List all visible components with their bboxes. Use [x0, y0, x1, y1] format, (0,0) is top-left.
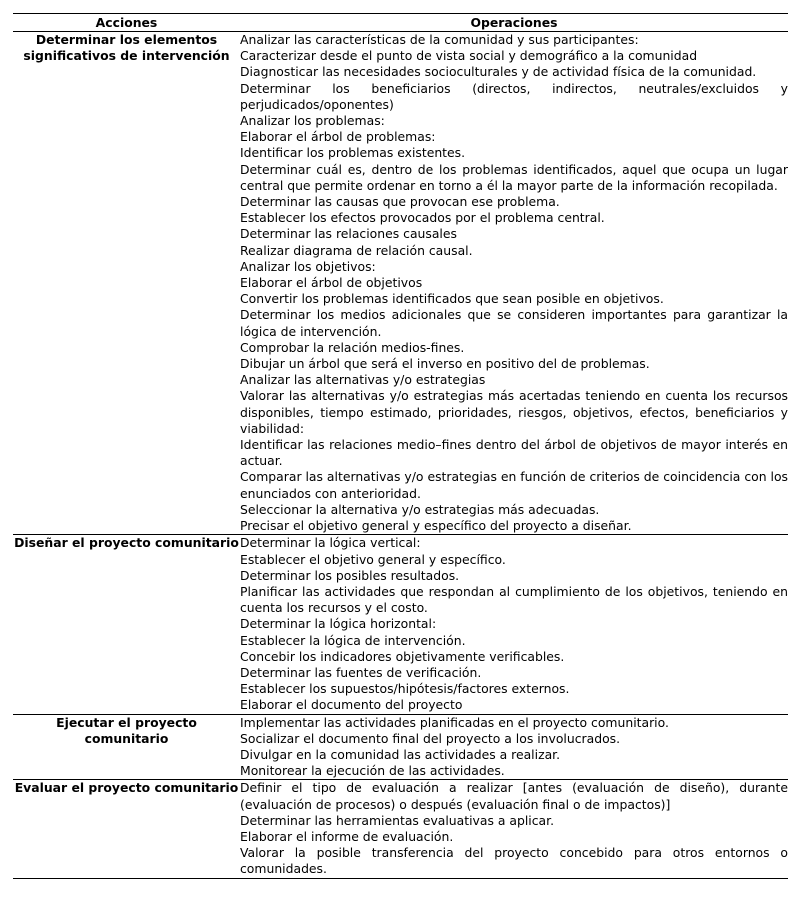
table-body — [13, 32, 788, 879]
operation-item: Determinar las herramientas evaluativas a aplicar. — [240, 812, 555, 828]
operation-item: Elaborar el árbol de objetivos — [240, 275, 423, 291]
operation-item: Determinar los beneficiarios (directos, indirectos, neutrales/excluidos y perjudicados/oponentes) — [240, 80, 788, 112]
operation-item: Analizar los problemas: — [240, 113, 385, 129]
operation-item: Diagnosticar las necesidades socioculturales y de actividad física de la comunidad. — [240, 64, 757, 80]
operation-item: Valorar las alternativas y/o estrategias más acertadas teniendo en cuenta los recursos disponibles, tiempo estimado, prioridades, riesgos, objetivos, efectos, beneficiarios y viabilidad: — [240, 388, 788, 436]
operation-item: Comprobar la relación medios-fines. — [240, 339, 465, 355]
operation-item: Socializar el documento final del proyecto a los involucrados. — [240, 730, 621, 746]
operation-item: Determinar los medios adicionales que se consideren importantes para garantizar la lógica de intervención. — [240, 307, 788, 339]
operation-item: Establecer los efectos provocados por el problema central. — [240, 210, 605, 226]
operation-item: Identificar los problemas existentes. — [240, 145, 466, 161]
operation-item: Determinar la lógica horizontal: — [240, 616, 437, 632]
operation-item: Analizar las características de la comunidad y sus participantes: — [240, 32, 639, 47]
operation-item: Establecer el objetivo general y específico. — [240, 551, 506, 567]
operation-item: Analizar las alternativas y/o estrategias — [240, 372, 486, 388]
operation-item: Determinar las fuentes de verificación. — [240, 664, 482, 680]
operation-item: Divulgar en la comunidad las actividades a realizar. — [240, 746, 561, 762]
table-row — [13, 32, 788, 535]
action-cell: Ejecutar el proyecto comunitario — [13, 714, 240, 780]
operation-item: Elaborar el árbol de problemas: — [240, 129, 436, 145]
operation-item: Elaborar el documento del proyecto — [240, 697, 463, 713]
header-operations: Operaciones — [240, 14, 788, 32]
operations-cell — [240, 714, 788, 780]
operation-item: Implementar las actividades planificadas en el proyecto comunitario. — [240, 714, 669, 730]
operation-item: Determinar los posibles resultados. — [240, 567, 460, 583]
operations-cell — [240, 780, 788, 878]
header-actions: Acciones — [13, 14, 240, 32]
operation-item: Determinar cuál es, dentro de los problemas identificados, aquel que ocupa un lugar central que permite ordenar en torno a él la mayor parte de la información recopilada. — [240, 161, 788, 193]
operation-item: Determinar las relaciones causales — [240, 226, 457, 242]
actions-operations-table — [13, 13, 788, 879]
operation-item: Definir el tipo de evaluación a realizar [antes (evaluación de diseño), durante (evaluación de procesos) o después (evaluación final o de impactos)] — [240, 780, 788, 812]
table-row — [13, 714, 788, 780]
operation-item: Valorar la posible transferencia del proyecto concebido para otros entornos o comunidades. — [240, 845, 788, 877]
operation-item: Elaborar el informe de evaluación. — [240, 828, 454, 844]
operation-item: Monitorear la ejecución de las actividades. — [240, 763, 505, 779]
operation-item: Realizar diagrama de relación causal. — [240, 242, 473, 258]
operations-cell — [240, 535, 788, 714]
operation-item: Identificar las relaciones medio–fines dentro del árbol de objetivos de mayor interés en actuar. — [240, 437, 788, 469]
operation-item: Precisar el objetivo general y específico del proyecto a diseñar. — [240, 518, 632, 534]
header-row — [13, 14, 788, 32]
operations-cell — [240, 32, 788, 535]
operation-item: Caracterizar desde el punto de vista social y demográfico a la comunidad — [240, 48, 698, 64]
operation-item: Dibujar un árbol que será el inverso en positivo del de problemas. — [240, 356, 650, 372]
operation-item: Planificar las actividades que respondan al cumplimiento de los objetivos, teniendo en cuenta los recursos y el costo. — [240, 583, 788, 616]
operation-item: Seleccionar la alternativa y/o estrategias más adecuadas. — [240, 501, 600, 517]
table-row — [13, 535, 788, 714]
action-cell: Determinar los elementos significativos de intervención — [13, 32, 240, 535]
action-cell: Diseñar el proyecto comunitario — [13, 535, 240, 714]
operation-item: Determinar las causas que provocan ese problema. — [240, 194, 560, 210]
action-cell: Evaluar el proyecto comunitario — [13, 780, 240, 878]
operation-item: Analizar los objetivos: — [240, 258, 376, 274]
operation-item: Establecer los supuestos/hipótesis/factores externos. — [240, 681, 570, 697]
operation-item: Determinar la lógica vertical: — [240, 535, 421, 551]
operation-item: Comparar las alternativas y/o estrategias en función de criterios de coincidencia con los enunciados con anterioridad. — [240, 469, 788, 501]
table-row — [13, 780, 788, 878]
operation-item: Concebir los indicadores objetivamente verificables. — [240, 648, 565, 664]
operation-item: Convertir los problemas identificados que sean posible en objetivos. — [240, 291, 664, 307]
operation-item: Establecer la lógica de intervención. — [240, 632, 466, 648]
